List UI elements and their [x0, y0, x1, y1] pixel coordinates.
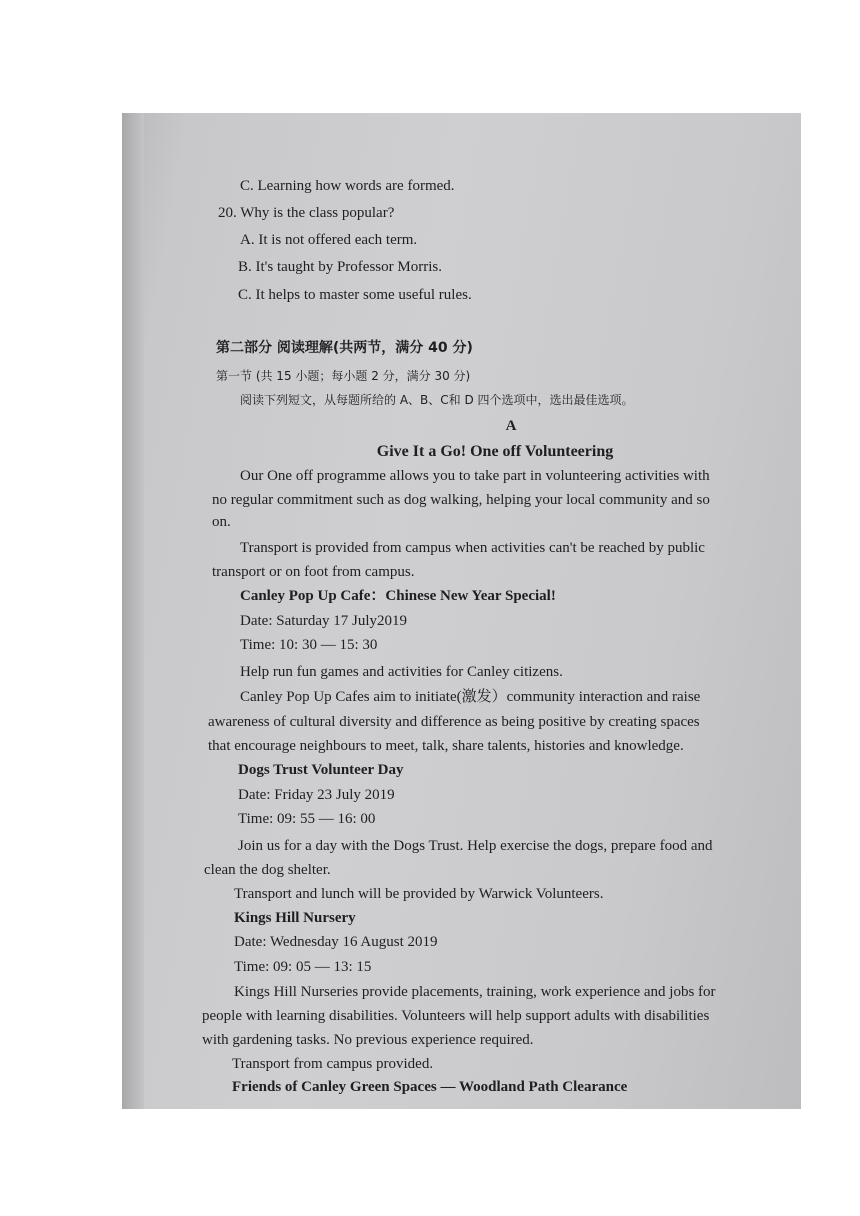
- section-one-header: 第一节 (共 15 小题；每小题 2 分，满分 30 分): [216, 369, 471, 383]
- paragraph-2-line-2: transport or on foot from campus.: [212, 564, 415, 580]
- passage-letter: A: [505, 418, 517, 434]
- event-3-desc-2: Transport from campus provided.: [232, 1056, 434, 1072]
- event-1-desc-1: Help run fun games and activities for Canley citizens.: [240, 664, 563, 680]
- part-two-title: 第二部分 阅读理解(共两节，满分 40 分): [216, 340, 473, 356]
- event-3-desc-1-line-2: people with learning disabilities. Volunteers will help support adults with disabilities: [202, 1008, 710, 1024]
- paragraph-1-line-2: no regular commitment such as dog walking, helping your local community and so: [212, 492, 710, 508]
- event-2-desc-2: Transport and lunch will be provided by Warwick Volunteers.: [234, 886, 604, 902]
- event-2-date: Date: Friday 23 July 2019: [238, 787, 395, 803]
- reading-instructions: 阅读下列短文，从每题所给的 A、B、C和 D 四个选项中，选出最佳选项。: [240, 393, 634, 407]
- event-1-date: Date: Saturday 17 July2019: [240, 613, 408, 629]
- paragraph-2-line-1: Transport is provided from campus when activities can't be reached by public: [240, 540, 705, 556]
- question-20: 20. Why is the class popular?: [218, 205, 395, 221]
- event-1-desc-2-line-1: Canley Pop Up Cafes aim to initiate(激发）community interaction and raise: [240, 689, 701, 705]
- question-19-option-c: C. Learning how words are formed.: [240, 178, 455, 194]
- event-1-desc-2-line-2: awareness of cultural diversity and difference as being positive by creating spaces: [208, 714, 700, 730]
- event-1-time: Time: 10: 30 — 15: 30: [240, 637, 378, 653]
- event-2-time: Time: 09: 55 — 16: 00: [238, 811, 376, 827]
- event-3-title: Kings Hill Nursery: [234, 910, 356, 926]
- event-2-title: Dogs Trust Volunteer Day: [238, 762, 404, 778]
- document-photo: [122, 113, 801, 1109]
- event-2-desc-1-line-2: clean the dog shelter.: [204, 862, 331, 878]
- question-20-option-a: A. It is not offered each term.: [240, 232, 418, 248]
- paragraph-1-line-3: on.: [212, 514, 231, 530]
- event-2-desc-1-line-1: Join us for a day with the Dogs Trust. Help exercise the dogs, prepare food and: [238, 838, 713, 854]
- event-1-desc-2-line-3: that encourage neighbours to meet, talk, share talents, histories and knowledge.: [208, 738, 684, 754]
- event-4-title: Friends of Canley Green Spaces — Woodland Path Clearance: [232, 1079, 628, 1095]
- event-3-date: Date: Wednesday 16 August 2019: [234, 934, 438, 950]
- event-3-time: Time: 09: 05 — 13: 15: [234, 959, 372, 975]
- page-spine-shadow: [122, 113, 144, 1109]
- event-3-desc-1-line-1: Kings Hill Nurseries provide placements, training, work experience and jobs for: [234, 984, 716, 1000]
- passage-title: Give It a Go! One off Volunteering: [376, 443, 614, 460]
- event-3-desc-1-line-3: with gardening tasks. No previous experience required.: [202, 1032, 534, 1048]
- event-1-title: Canley Pop Up Cafe：Chinese New Year Special!: [240, 588, 556, 604]
- question-20-option-b: B. It's taught by Professor Morris.: [238, 259, 442, 275]
- paragraph-1-line-1: Our One off programme allows you to take part in volunteering activities with: [240, 468, 710, 484]
- question-20-option-c: C. It helps to master some useful rules.: [238, 287, 472, 303]
